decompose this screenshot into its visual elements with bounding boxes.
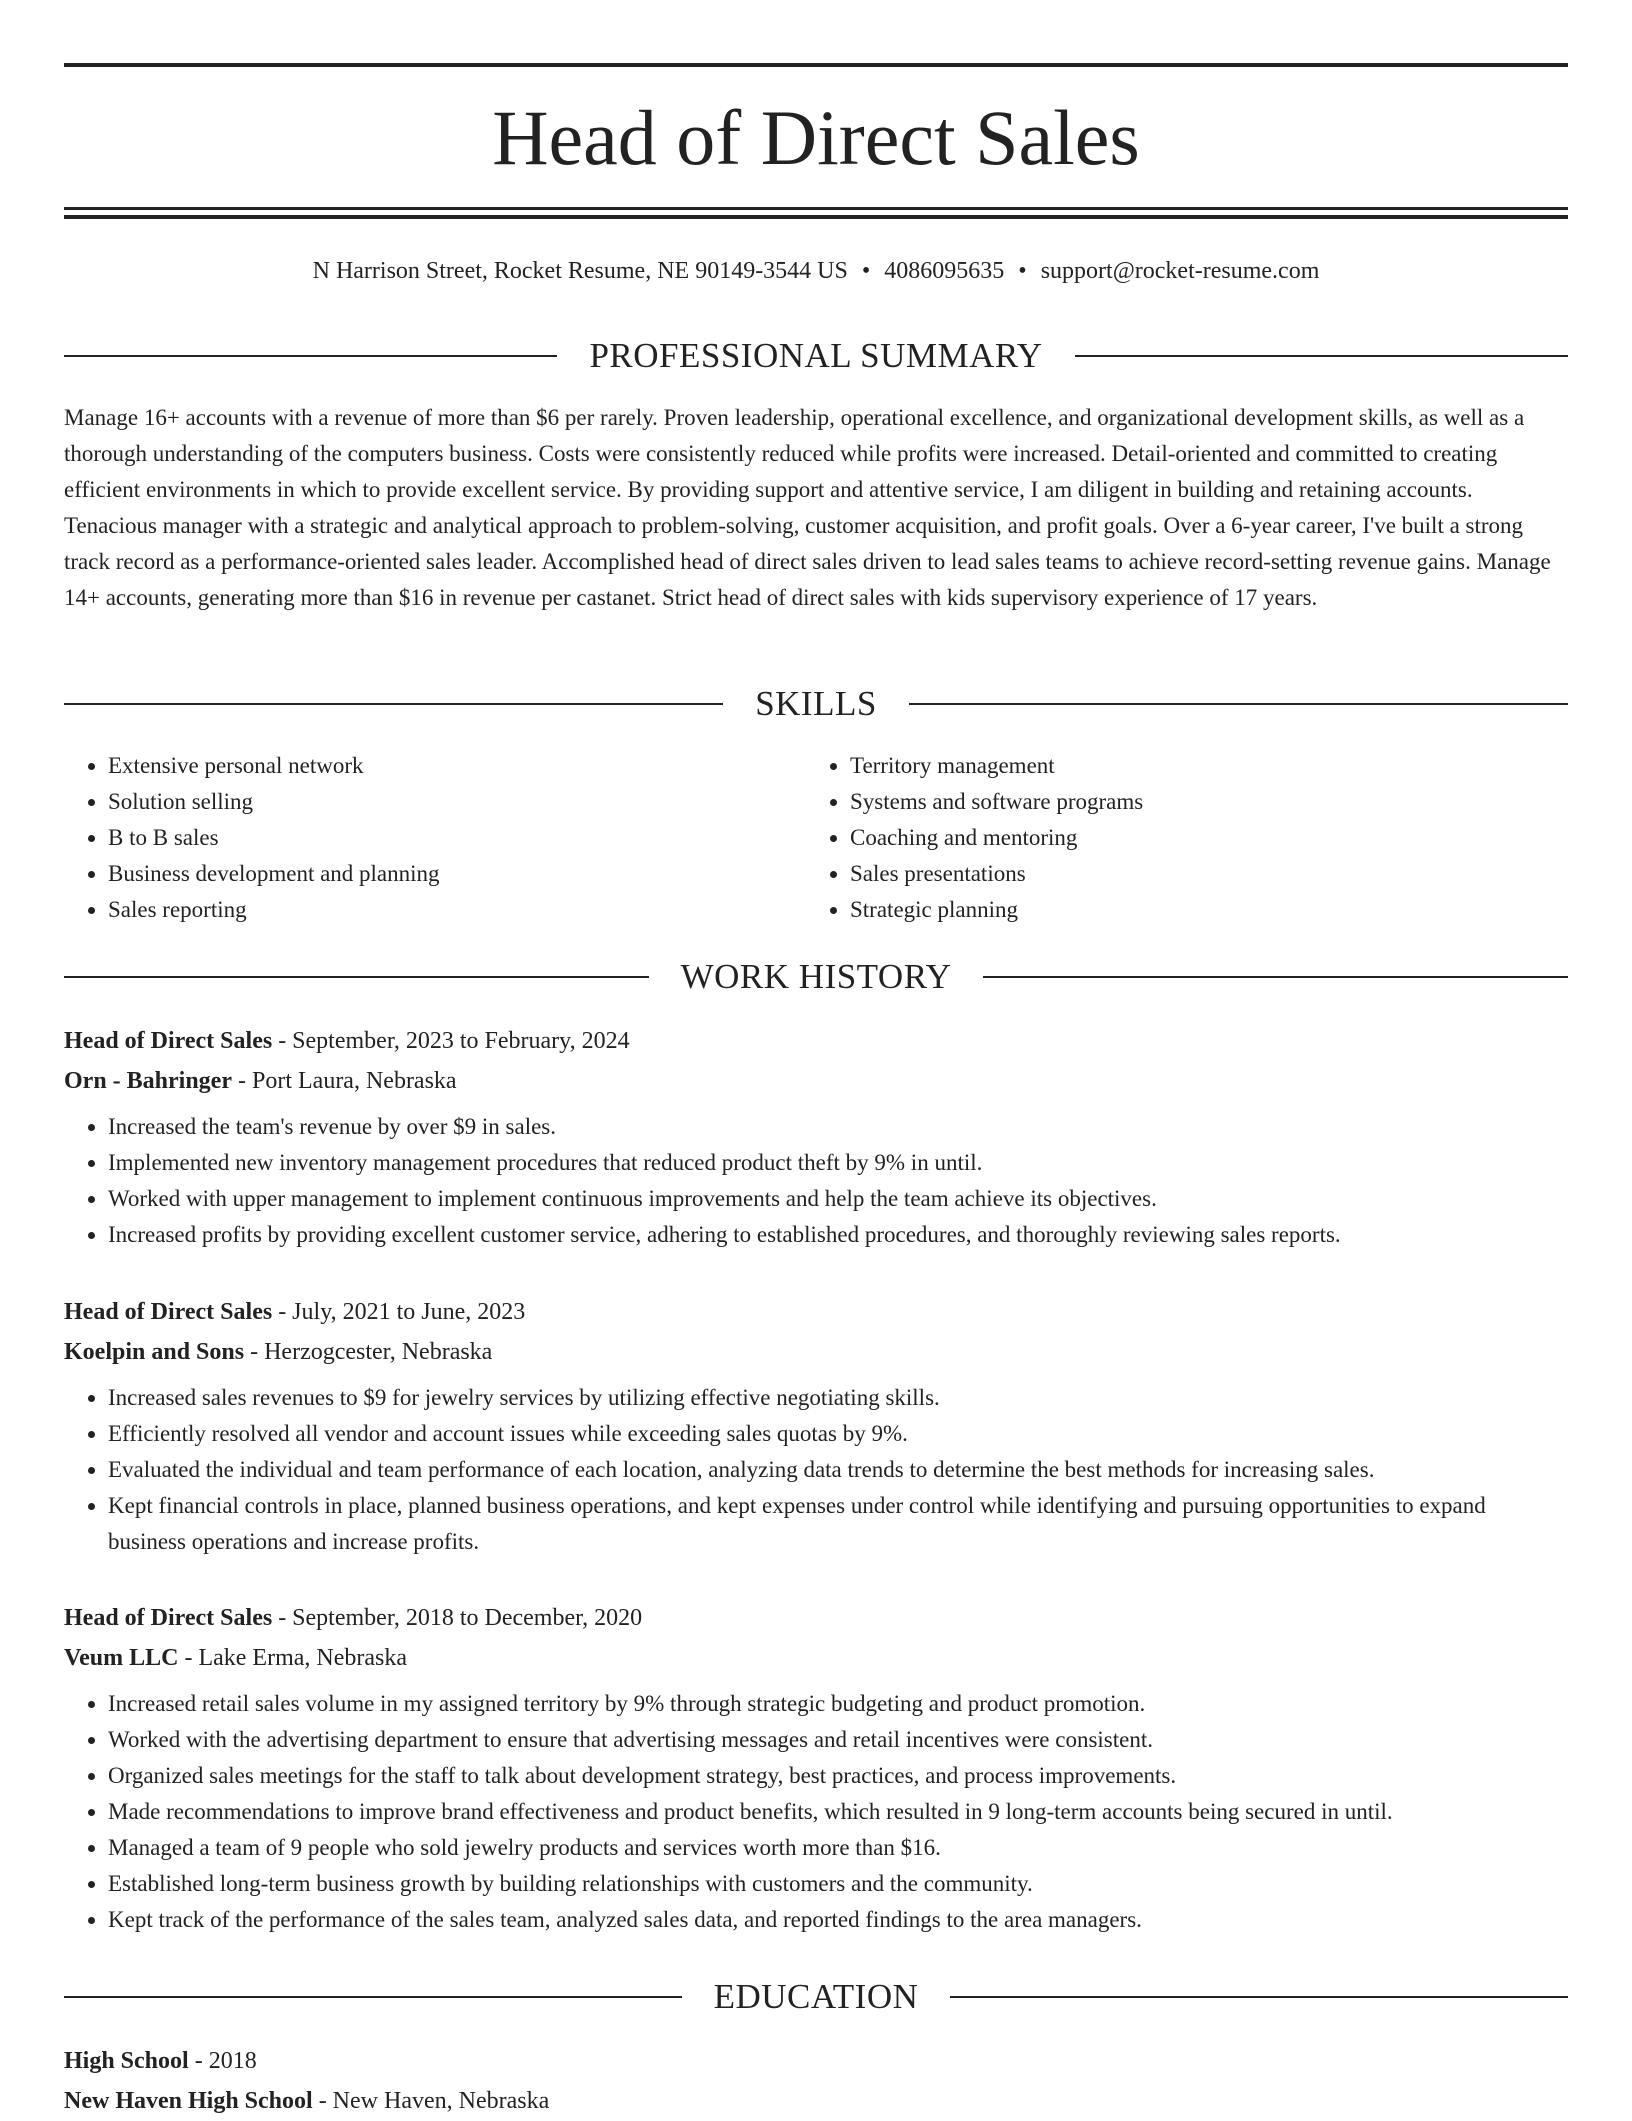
job-bullet: • Kept financial controls in place, planned business operations, and kept expenses under control while identifying and pursuing opportunities to expand business operations and increase profits. <box>108 1488 1568 1560</box>
job-entry <box>64 1021 1568 1253</box>
section-rule-left <box>64 1996 682 1998</box>
education-degree-line <box>64 2041 1568 2081</box>
job-dates: - July, 2021 to June, 2023 <box>272 1299 526 1325</box>
job-title: Head of Direct Sales <box>64 1605 273 1631</box>
job-company-line <box>64 1061 1568 1101</box>
job-bullet: • Increased retail sales volume in my assigned territory by 9% through strategic budgeting and product promotion. <box>108 1686 1568 1722</box>
skill-item: • Strategic planning <box>850 892 1550 928</box>
job-company-line <box>64 1638 1568 1678</box>
job-bullet: • Kept track of the performance of the sales team, analyzed sales data, and reported findings to the area managers. <box>108 1902 1568 1938</box>
section-header-skills <box>64 682 1568 726</box>
job-location: - Herzogcester, Nebraska <box>244 1339 493 1365</box>
section-header-summary <box>64 334 1568 378</box>
job-bullet: • Implemented new inventory management procedures that reduced product theft by 9% in until. <box>108 1145 1568 1181</box>
job-company: Koelpin and Sons <box>64 1339 245 1365</box>
job-entry <box>64 1598 1568 1938</box>
contact-email[interactable]: support@rocket-resume.com <box>1040 258 1320 284</box>
education-entry <box>64 2041 1568 2121</box>
header-top-rule <box>64 63 1568 67</box>
contact-address: N Harrison Street, Rocket Resume, NE 90149-3544 US <box>312 258 848 284</box>
job-dates: - September, 2018 to December, 2020 <box>272 1605 643 1631</box>
job-dates: - September, 2023 to February, 2024 <box>272 1028 630 1054</box>
section-title-summary: PROFESSIONAL SUMMARY <box>589 336 1043 375</box>
job-bullet: • Evaluated the individual and team performance of each location, analyzing data trends to determine the best methods for increasing sales. <box>108 1452 1568 1488</box>
contact-separator: • <box>861 258 871 284</box>
skill-item: • Systems and software programs <box>850 784 1550 820</box>
contact-separator: • <box>1018 258 1027 284</box>
education-location: - New Haven, Nebraska <box>312 2088 550 2114</box>
job-bullet: • Managed a team of 9 people who sold jewelry products and services worth more than $16. <box>108 1830 1568 1866</box>
skill-item: • Business development and planning <box>108 856 808 892</box>
job-title: Head of Direct Sales <box>64 1028 273 1054</box>
job-company-line <box>64 1332 1568 1372</box>
section-rule-right <box>1075 355 1568 357</box>
job-company: Veum LLC <box>64 1645 179 1671</box>
skill-item: • Territory management <box>850 748 1550 784</box>
section-title-education: EDUCATION <box>713 1977 919 2016</box>
job-location: - Lake Erma, Nebraska <box>178 1645 408 1671</box>
job-bullets <box>64 1109 1568 1253</box>
education-school: New Haven High School <box>64 2088 313 2114</box>
job-bullet: • Made recommendations to improve brand effectiveness and product benefits, which resulted in 9 long-term accounts being secured in until. <box>108 1794 1568 1830</box>
job-bullet: • Organized sales meetings for the staff to talk about development strategy, best practices, and process improvements. <box>108 1758 1568 1794</box>
job-bullet: • Worked with the advertising department to ensure that advertising messages and retail incentives were consistent. <box>108 1722 1568 1758</box>
skill-item: • Solution selling <box>108 784 808 820</box>
contact-phone: 4086095635 <box>884 258 1005 284</box>
job-title: Head of Direct Sales <box>64 1299 273 1325</box>
skill-item: • Sales reporting <box>108 892 808 928</box>
job-company: Orn - Bahringer <box>64 1068 232 1094</box>
job-bullet: • Increased the team's revenue by over $9 in sales. <box>108 1109 1568 1145</box>
skills-list-left <box>64 748 808 928</box>
education-school-line <box>64 2081 1568 2121</box>
resume-name: Head of Direct Sales <box>492 94 1140 181</box>
job-bullet: • Worked with upper management to implement continuous improvements and help the team achieve its objectives. <box>108 1181 1568 1217</box>
section-rule-left <box>64 355 557 357</box>
job-bullet: • Established long-term business growth by building relationships with customers and the community. <box>108 1866 1568 1902</box>
job-bullet: • Increased sales revenues to $9 for jewelry services by utilizing effective negotiating skills. <box>108 1380 1568 1416</box>
education-degree: High School <box>64 2048 189 2074</box>
job-bullets <box>64 1380 1568 1560</box>
education-year: - 2018 <box>188 2048 257 2074</box>
section-rule-left <box>64 703 723 705</box>
section-title-work-history: WORK HISTORY <box>680 957 952 996</box>
section-header-work-history <box>64 955 1568 999</box>
job-bullet: • Increased profits by providing excellent customer service, adhering to established procedures, and thoroughly reviewing sales reports. <box>108 1217 1568 1253</box>
skill-item: • Extensive personal network <box>108 748 808 784</box>
contact-line <box>64 254 1568 288</box>
section-rule-right <box>950 1996 1568 1998</box>
job-bullet: • Efficiently resolved all vendor and account issues while exceeding sales quotas by 9%. <box>108 1416 1568 1452</box>
skills-list-right <box>806 748 1550 928</box>
job-title-line <box>64 1021 1568 1061</box>
job-entry <box>64 1292 1568 1560</box>
header-double-rule-upper <box>64 207 1568 210</box>
skill-item: • Sales presentations <box>850 856 1550 892</box>
section-rule-right <box>909 703 1568 705</box>
summary-text: Manage 16+ accounts with a revenue of more than $6 per rarely. Proven leadership, operational excellence, and organizational development skills, as well as a thorough understanding of the computers business. Costs were consistently reduced while profits were increased. Detail-oriented and committed to creating efficient environments in which to provide excellent service. By providing support and attentive service, I am diligent in building and retaining accounts. Tenacious manager with a strategic and analytical approach to problem-solving, customer acquisition, and profit goals. Over a 6-year career, I've built a strong track record as a performance-oriented sales leader. Accomplished head of direct sales driven to lead sales teams to achieve record-setting revenue gains. Manage 14+ accounts, generating more than $16 in revenue per castanet. Strict head of direct sales with kids supervisory experience of 17 years. <box>64 405 1551 610</box>
job-title-line <box>64 1598 1568 1638</box>
skill-item: • Coaching and mentoring <box>850 820 1550 856</box>
section-rule-left <box>64 976 649 978</box>
section-header-education <box>64 1975 1568 2019</box>
job-bullets <box>64 1686 1568 1938</box>
job-title-line <box>64 1292 1568 1332</box>
header-double-rule-lower <box>64 215 1568 219</box>
job-location: - Port Laura, Nebraska <box>232 1068 457 1094</box>
skill-item: • B to B sales <box>108 820 808 856</box>
section-title-skills: SKILLS <box>755 684 877 723</box>
section-rule-right <box>983 976 1568 978</box>
